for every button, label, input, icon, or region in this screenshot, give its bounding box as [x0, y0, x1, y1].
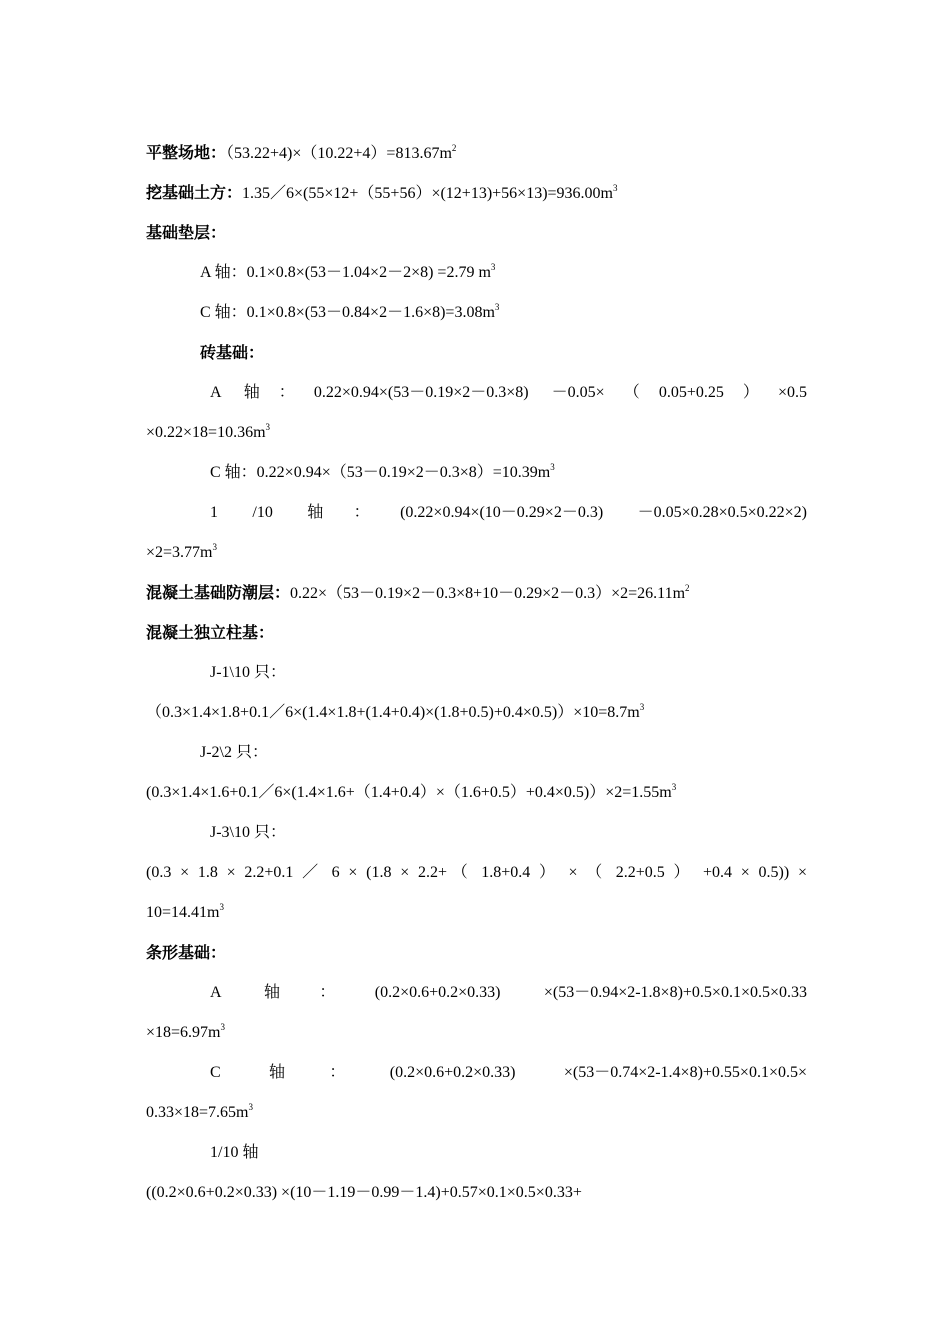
brick-axis-a-result: ×0.22×18=10.36m: [146, 424, 266, 441]
line-strip-axis-a-result: [146, 1021, 807, 1045]
foundation-excavation-label: 挖基础土方：: [146, 183, 243, 202]
cushion-axis-c-formula: C 轴：0.1×0.8×(53－0.84×2－1.6×8)=3.08m: [200, 304, 495, 321]
line-cushion-axis-c: [200, 301, 807, 325]
unit-exponent: 2: [451, 142, 457, 153]
unit-exponent: 3: [671, 781, 677, 792]
line-strip-foundation: [146, 941, 807, 965]
footing-j1-formula: （0.3×1.4×1.8+0.1／6×(1.4×1.8+(1.4+0.4)×(1.8+0.5)+0.4×0.5)）×10=8.7m: [146, 704, 640, 721]
unit-exponent: 3: [212, 541, 217, 552]
strip-axis-1-10-formula: ((0.2×0.6+0.2×0.33) ×(10－1.19－0.99－1.4)+0.57×0.1×0.5×0.33+: [146, 1184, 582, 1201]
line-brick-axis-1-10-cont: [146, 541, 807, 565]
brick-axis-c-formula: C 轴：0.22×0.94×（53－0.19×2－0.3×8）=10.39m: [210, 464, 551, 481]
unit-exponent: 3: [613, 182, 618, 193]
brick-axis-1-10-result: ×2=3.77m: [146, 544, 213, 561]
strip-axis-c-result: 0.33×18=7.65m: [146, 1104, 249, 1121]
unit-exponent: 3: [490, 261, 496, 272]
line-foundation-cushion: [146, 221, 807, 245]
strip-foundation-label: 条形基础：: [146, 943, 227, 962]
strip-axis-a-result: ×18=6.97m: [146, 1024, 221, 1041]
site-leveling-formula: （53.22+4)×（10.22+4）=813.67m: [226, 145, 452, 162]
line-damp-proof-layer: [146, 581, 807, 605]
line-footing-j1: [210, 661, 807, 685]
strip-axis-1-10-label: 1/10 轴: [210, 1144, 259, 1161]
damp-proof-layer-label: 混凝土基础防潮层：: [146, 583, 291, 602]
line-strip-axis-a: [210, 981, 807, 1005]
strip-axis-c-formula: C 轴：(0.2×0.6+0.2×0.33) ×(53－0.74×2-1.4×8)+0.55×0.1×0.5×: [210, 1064, 807, 1081]
footing-j3-formula: (0.3 × 1.8 × 2.2+0.1 ／ 6 × (1.8 × 2.2+（ 1.8+0.4 ） × （ 2.2+0.5 ） +0.4 × 0.5)) ×: [146, 864, 807, 881]
unit-exponent: 3: [550, 461, 555, 472]
unit-exponent: 3: [220, 1021, 225, 1032]
footing-j3-result: 10=14.41m: [146, 904, 220, 921]
brick-axis-1-10-formula: 1 /10 轴：(0.22×0.94×(10－0.29×2－0.3) －0.05×0.28×0.5×0.22×2): [210, 504, 807, 521]
unit-exponent: 3: [639, 701, 645, 712]
footing-j3-label: J-3\10 只：: [210, 824, 287, 841]
line-strip-axis-1-10: [210, 1141, 807, 1165]
line-site-leveling: [146, 141, 807, 165]
unit-exponent: 3: [219, 901, 224, 912]
line-foundation-excavation: [146, 181, 807, 205]
foundation-cushion-label: 基础垫层：: [146, 223, 227, 242]
line-brick-axis-1-10: [210, 501, 807, 525]
unit-exponent: 2: [685, 582, 690, 593]
line-isolated-footing: [146, 621, 807, 645]
line-footing-j1-formula: [146, 701, 807, 725]
line-brick-axis-c: [210, 461, 807, 485]
unit-exponent: 3: [265, 421, 271, 432]
line-brick-foundation: [200, 341, 807, 365]
footing-j1-label: J-1\10 只：: [210, 664, 287, 681]
line-brick-axis-a: [210, 381, 807, 405]
line-footing-j3-formula: [146, 861, 807, 885]
unit-exponent: 3: [248, 1101, 253, 1112]
damp-proof-layer-formula: 0.22×（53－0.19×2－0.3×8+10－0.29×2－0.3）×2=26.11m: [290, 585, 686, 602]
line-cushion-axis-a: [200, 261, 807, 285]
cushion-axis-a-formula: A 轴：0.1×0.8×(53－1.04×2－2×8) =2.79 m: [200, 264, 491, 281]
isolated-footing-label: 混凝土独立柱基：: [146, 623, 275, 642]
line-footing-j3-result: [146, 901, 807, 925]
footing-j2-formula: (0.3×1.4×1.6+0.1／6×(1.4×1.6+（1.4+0.4）×（1.6+0.5）+0.4×0.5)）×2=1.55m: [146, 784, 672, 801]
line-footing-j3: [210, 821, 807, 845]
line-brick-axis-a-cont: [146, 421, 807, 445]
strip-axis-a-formula: A 轴：(0.2×0.6+0.2×0.33) ×(53－0.94×2-1.8×8)+0.5×0.1×0.5×0.33: [210, 984, 807, 1001]
line-strip-axis-c: [210, 1061, 807, 1085]
site-leveling-label: 平整场地：: [146, 143, 227, 162]
foundation-excavation-formula: 1.35／6×(55×12+（55+56）×(12+13)+56×13)=936.00m: [242, 185, 613, 202]
line-footing-j2-formula: [146, 781, 807, 805]
footing-j2-label: J-2\2 只：: [200, 744, 269, 761]
line-footing-j2: [200, 741, 807, 765]
brick-axis-a-formula: A 轴：0.22×0.94×(53－0.19×2－0.3×8) －0.05×（0.05+0.25）×0.5: [210, 384, 807, 401]
line-strip-axis-c-result: [146, 1101, 807, 1125]
line-strip-axis-1-10-formula: [146, 1181, 807, 1205]
brick-foundation-label: 砖基础：: [200, 343, 265, 362]
unit-exponent: 3: [494, 301, 500, 312]
